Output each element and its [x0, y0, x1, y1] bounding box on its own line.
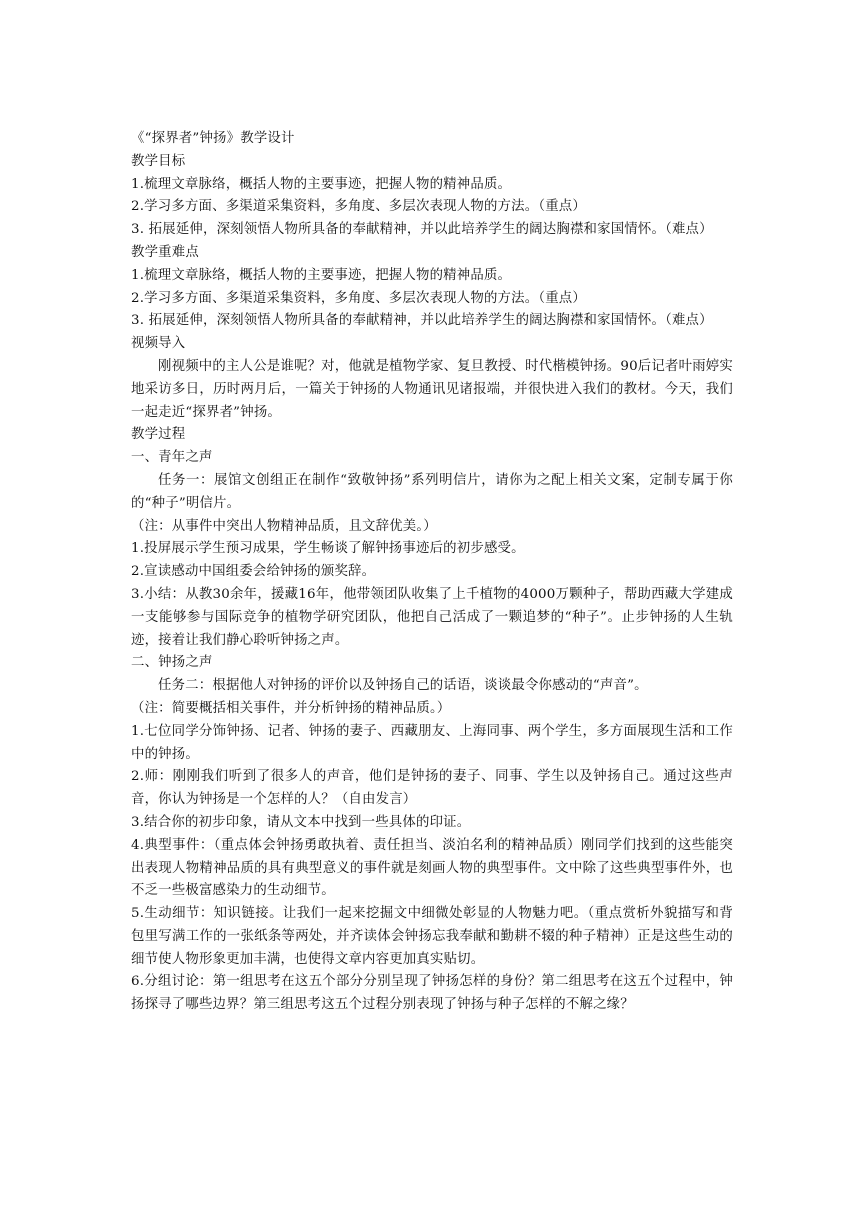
task-note: （注：简要概括相关事件，并分析钟扬的精神品质。） — [131, 700, 451, 716]
task-paragraph: 任务一：展馆文创组正在制作“致敬钟扬”系列明信片，请你为之配上相关文案，定制专属于你的“种子”明信片。 — [131, 472, 733, 511]
step-item: 1.投屏展示学生预习成果，学生畅谈了解钟扬事迹后的初步感受。 — [131, 541, 525, 557]
step-item: 4.典型事件：（重点体会钟扬勇敢执着、责任担当、淡泊名利的精神品质）刚同学们找到的这些能突出表现人物精神品质的具有典型意义的事件就是刻画人物的典型事件。文中除了这些典型事件外，也不乏一些极富感染力的生动细节。 — [131, 837, 733, 899]
document-body — [131, 128, 733, 1017]
video-intro-heading: 视频导入 — [131, 336, 186, 352]
task-paragraph: 任务二：根据他人对钟扬的评价以及钟扬自己的话语，谈谈最令你感动的“声音”。 — [158, 678, 648, 694]
step-item: 1.七位同学分饰钟扬、记者、钟扬的妻子、西藏朋友、上海同事、两个学生，多方面展现生活和工作中的钟扬。 — [131, 723, 733, 762]
key-point-item: 1.梳理文章脉络，概括人物的主要事迹，把握人物的精神品质。 — [131, 267, 512, 283]
goal-item: 3. 拓展延伸，深刻领悟人物所具备的奉献精神，并以此培养学生的阔达胸襟和家国情怀。（难点） — [131, 222, 713, 238]
process-heading: 教学过程 — [131, 427, 186, 443]
step-item: 3.结合你的初步印象，请从文本中找到一些具体的印证。 — [131, 814, 471, 830]
step-item: 3.小结：从教30余年，援藏16年，他带领团队收集了上千植物的4000万颗种子，帮助西藏大学建成一支能够参与国际竞争的植物学研究团队，他把自己活成了一颗追梦的“种子”。止步钟扬的人生轨迹，接着让我们静心聆听钟扬之声。 — [131, 586, 733, 648]
goals-heading: 教学目标 — [131, 153, 186, 169]
key-point-item: 3. 拓展延伸，深刻领悟人物所具备的奉献精神，并以此培养学生的阔达胸襟和家国情怀。（难点） — [131, 313, 713, 329]
key-points-heading: 教学重难点 — [131, 244, 199, 260]
step-item: 2.宣读感动中国组委会给钟扬的颁奖辞。 — [131, 564, 376, 580]
goal-item: 2.学习多方面、多渠道采集资料，多角度、多层次表现人物的方法。（重点） — [131, 199, 586, 215]
document-title: 《“探界者”钟扬》教学设计 — [131, 131, 295, 146]
step-item: 2.师：刚刚我们听到了很多人的声音，他们是钟扬的妻子、同事、学生以及钟扬自己。通过这些声音，你认为钟扬是一个怎样的人？（自由发言） — [131, 769, 733, 808]
section-heading: 二、钟扬之声 — [131, 655, 213, 671]
step-item: 6.分组讨论：第一组思考在这五个部分分别呈现了钟扬怎样的身份？第二组思考在这五个过程中，钟扬探寻了哪些边界？第三组思考这五个过程分别表现了钟扬与种子怎样的不解之缘？ — [131, 974, 733, 1013]
video-intro-paragraph: 刚视频中的主人公是谁呢？对，他就是植物学家、复旦教授、时代楷模钟扬。90后记者叶雨婷实地采访多日，历时两月后，一篇关于钟扬的人物通讯见诸报端，并很快进入我们的教材。今天，我们一起走近“探界者”钟扬。 — [131, 358, 733, 420]
goal-item: 1.梳理文章脉络，概括人物的主要事迹，把握人物的精神品质。 — [131, 176, 512, 192]
key-point-item: 2.学习多方面、多渠道采集资料，多角度、多层次表现人物的方法。（重点） — [131, 290, 586, 306]
task-note: （注：从事件中突出人物精神品质，且文辞优美。） — [131, 518, 437, 534]
step-item: 5.生动细节：知识链接。让我们一起来挖掘文中细微处彰显的人物魅力吧。（重点赏析外貌描写和背包里写满工作的一张纸条等两处，并齐读体会钟扬忘我奉献和勤耕不辍的种子精神）正是这些生动的细节使人物形象更加丰满，也使得文章内容更加真实贴切。 — [131, 906, 733, 967]
section-heading: 一、青年之声 — [131, 450, 213, 466]
